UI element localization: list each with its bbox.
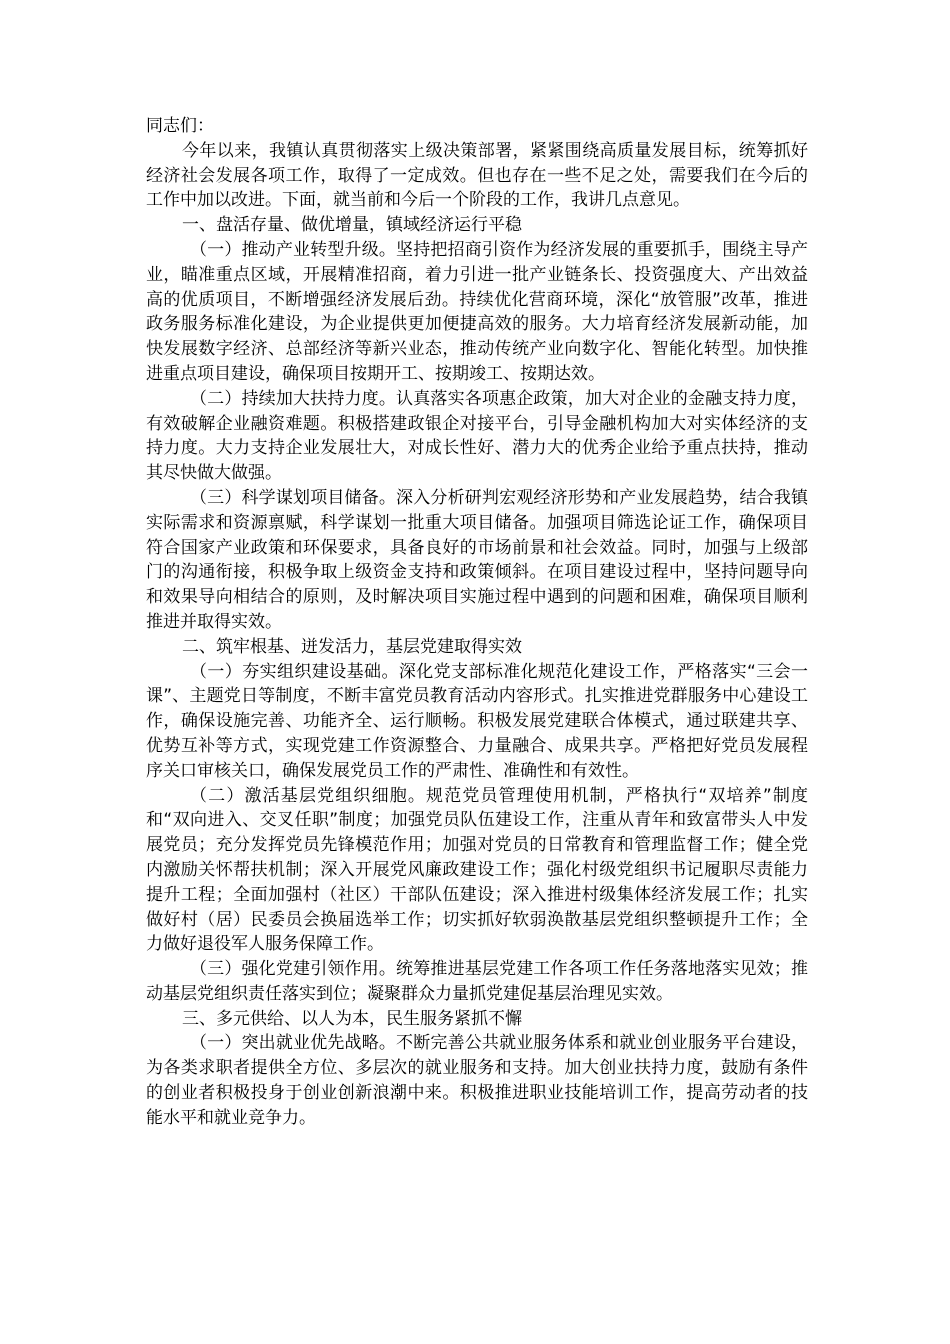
section-3-item-1: （一）突出就业优先战略。不断完善公共就业服务体系和就业创业服务平台建设，为各类求职者提供全方位、多层次的就业服务和支持。加大创业扶持力度，鼓励有条件的创业者积极投身于创业创新浪潮中来。积极推进职业技能培训工作，提高劳动者的技能水平和就业竞争力。 — [146, 1033, 808, 1128]
section-1-item-1: （一）推动产业转型升级。坚持把招商引资作为经济发展的重要抓手，围绕主导产业，瞄准重点区域，开展精准招商，着力引进一批产业链条长、投资强度大、产出效益高的优质项目，不断增强经济发展后劲。持续优化营商环境，深化“放管服”改革，推进政务服务标准化建设，为企业提供更加便捷高效的服务。大力培育经济发展新动能，加快发展数字经济、总部经济等新兴业态，推动传统产业向数字化、智能化转型。加快推进重点项目建设，确保项目按期开工、按期竣工、按期达效。 — [146, 239, 808, 384]
section-heading-3: 三、多元供给、以人为本，民生服务紧抓不懈 — [182, 1008, 522, 1029]
section-heading-2: 二、筑牢根基、迸发活力，基层党建取得实效 — [182, 636, 522, 657]
document-body — [146, 114, 808, 1131]
section-heading-1: 一、盘活存量、做优增量，镇域经济运行平稳 — [182, 215, 522, 236]
section-2-item-2: （二）激活基层党组织细胞。规范党员管理使用机制，严格执行“双培养”制度和“双向进入、交叉任职”制度；加强党员队伍建设工作，注重从青年和致富带头人中发展党员；充分发挥党员先锋模范作用；加强对党员的日常教育和管理监督工作；健全党内激励关怀帮扶机制；深入开展党风廉政建设工作；强化村级党组织书记履职尽责能力提升工程；全面加强村（社区）干部队伍建设；深入推进村级集体经济发展工作；扎实做好村（居）民委员会换届选举工作；切实抓好软弱涣散基层党组织整顿提升工作；全力做好退役军人服务保障工作。 — [146, 785, 808, 955]
section-2-item-1: （一）夯实组织建设基础。深化党支部标准化规范化建设工作，严格落实“三会一课”、主题党日等制度，不断丰富党员教育活动内容形式。扎实推进党群服务中心建设工作，确保设施完善、功能齐全、运行顺畅。积极发展党建联合体模式，通过联建共享、优势互补等方式，实现党建工作资源整合、力量融合、成果共享。严格把好党员发展程序关口审核关口，确保发展党员工作的严肃性、准确性和有效性。 — [146, 661, 808, 781]
intro-paragraph: 今年以来，我镇认真贯彻落实上级决策部署，紧紧围绕高质量发展目标，统筹抓好经济社会发展各项工作，取得了一定成效。但也存在一些不足之处，需要我们在今后的工作中加以改进。下面，就当前和今后一个阶段的工作，我讲几点意见。 — [146, 140, 808, 211]
section-2-item-3: （三）强化党建引领作用。统筹推进基层党建工作各项工作任务落地落实见效；推动基层党组织责任落实到位；凝聚群众力量抓党建促基层治理见实效。 — [146, 959, 808, 1004]
section-1-item-3: （三）科学谋划项目储备。深入分析研判宏观经济形势和产业发展趋势，结合我镇实际需求和资源禀赋，科学谋划一批重大项目储备。加强项目筛选论证工作，确保项目符合国家产业政策和环保要求，具备良好的市场前景和社会效益。同时，加强与上级部门的沟通衔接，积极争取上级资金支持和政策倾斜。在项目建设过程中，坚持问题导向和效果导向相结合的原则，及时解决项目实施过程中遇到的问题和困难，确保项目顺利推进并取得实效。 — [146, 487, 808, 632]
section-1-item-2: （二）持续加大扶持力度。认真落实各项惠企政策，加大对企业的金融支持力度，有效破解企业融资难题。积极搭建政银企对接平台，引导金融机构加大对实体经济的支持力度。大力支持企业发展壮大，对成长性好、潜力大的优秀企业给予重点扶持，推动其尽快做大做强。 — [146, 388, 808, 484]
greeting: 同志们： — [146, 116, 214, 136]
